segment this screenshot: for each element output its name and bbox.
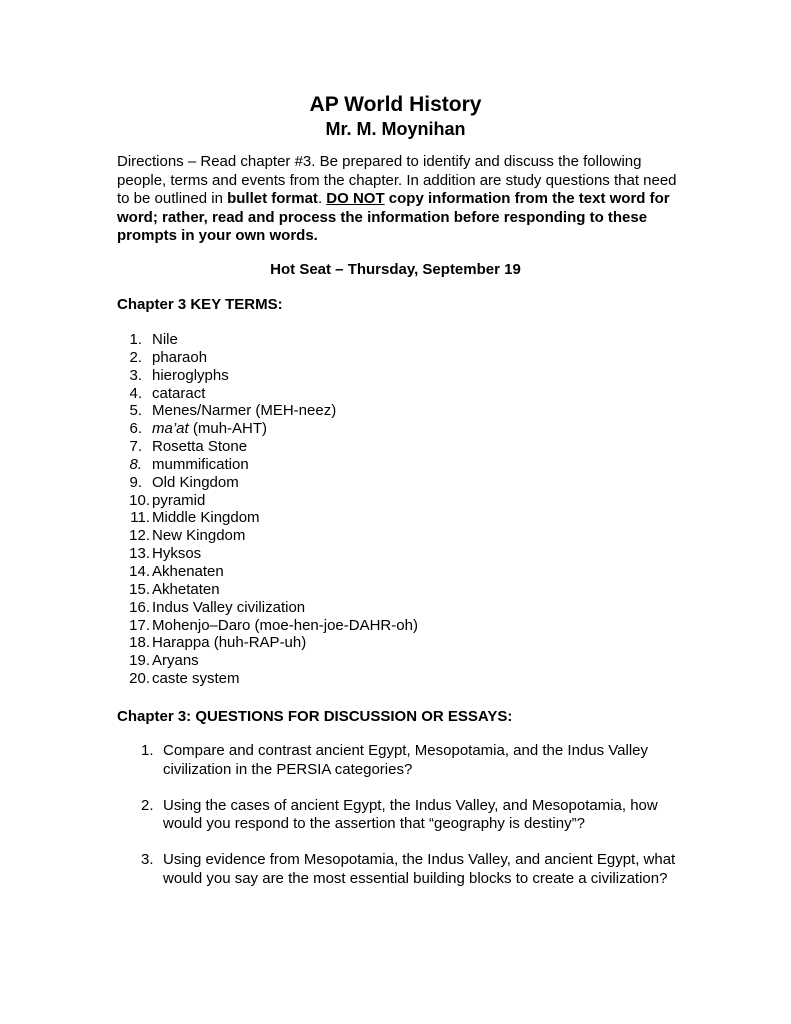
term-number: 17.: [129, 616, 150, 634]
list-item: [117, 617, 418, 635]
list-item: [117, 599, 418, 617]
term-text: Hyksos: [152, 545, 202, 563]
question-text: Using the cases of ancient Egypt, the Indus Valley, and Mesopotamia, how would you respond to the assertion that “geography is destiny”?: [163, 796, 658, 832]
term-number: 9.: [129, 473, 142, 491]
term-text: Rosetta Stone: [152, 438, 248, 456]
term-text: Old Kingdom: [152, 473, 239, 491]
term-text: hieroglyphs: [152, 366, 229, 384]
term-text: mummification: [152, 455, 249, 473]
term-number: 7.: [129, 438, 142, 456]
directions-do-not: DO NOT: [326, 190, 385, 207]
list-item: [117, 385, 418, 403]
term-number: 12.: [129, 527, 150, 545]
term-text: (muh-AHT): [188, 420, 268, 438]
questions-list: [117, 742, 677, 906]
list-item: [117, 509, 418, 527]
term-text-italic: ma’at: [152, 420, 189, 438]
term-text: Akhetaten: [152, 580, 220, 598]
list-item: [117, 331, 418, 349]
term-number: 2.: [129, 348, 142, 366]
term-text: cataract: [152, 384, 206, 402]
term-text: Mohenjo–Daro (moe-hen-joe-DAHR-oh): [152, 616, 418, 634]
term-number: 6.: [129, 420, 142, 438]
term-text: Harappa (huh-RAP-uh): [152, 634, 307, 652]
term-number: 11.: [130, 509, 150, 527]
term-text: Menes/Narmer (MEH-neez): [152, 402, 337, 420]
term-text: Nile: [152, 331, 178, 348]
list-item: [117, 367, 418, 385]
directions-period: .: [317, 190, 327, 207]
term-text: Indus Valley civilization: [152, 598, 306, 616]
list-item: [117, 851, 677, 888]
page-subtitle: Mr. M. Moynihan: [325, 119, 466, 139]
term-text: Middle Kingdom: [152, 509, 260, 527]
list-item: [117, 349, 418, 367]
term-number: 1.: [129, 331, 142, 348]
list-item: [117, 474, 418, 492]
list-item: [117, 402, 418, 420]
list-item: [117, 492, 418, 510]
question-text: Using evidence from Mesopotamia, the Indus Valley, and ancient Egypt, what would you say are the most essential building blocks to create a civilization?: [163, 851, 676, 887]
question-number: 1.: [141, 742, 154, 759]
term-text: pyramid: [152, 491, 206, 509]
term-number: 10.: [129, 491, 150, 509]
term-text: caste system: [152, 670, 240, 688]
question-number: 2.: [141, 796, 154, 814]
list-item: [117, 420, 418, 438]
list-item: [117, 670, 418, 688]
term-text: pharaoh: [152, 348, 208, 366]
term-text: Akhenaten: [152, 562, 224, 580]
term-number: 14.: [129, 562, 150, 580]
key-terms-list: [117, 331, 418, 688]
term-number: 20.: [129, 670, 150, 688]
questions-heading: Chapter 3: QUESTIONS FOR DISCUSSION OR ESSAYS:: [117, 708, 513, 725]
question-text: Compare and contrast ancient Egypt, Mesopotamia, and the Indus Valley civilization in the PERSIA categories?: [163, 742, 649, 778]
list-item: [117, 563, 418, 581]
list-item: [117, 652, 418, 670]
list-item: [117, 742, 677, 779]
directions-text-2: copy information from the text word for word; rather, read and process the information before responding to these prompts in your own words.: [117, 190, 670, 244]
hot-seat-date: Hot Seat – Thursday, September 19: [270, 261, 521, 278]
term-number: 3.: [129, 366, 142, 384]
term-number: 5.: [129, 402, 142, 420]
list-item: [117, 438, 418, 456]
directions-paragraph: [117, 153, 677, 246]
list-item: [117, 634, 418, 652]
term-number: 8.: [129, 455, 142, 473]
term-number: 4.: [129, 384, 142, 402]
term-text: Aryans: [152, 652, 199, 670]
term-text: New Kingdom: [152, 527, 246, 545]
term-number: 13.: [129, 545, 150, 563]
question-number: 3.: [141, 851, 154, 868]
list-item: [117, 545, 418, 563]
list-item: [117, 456, 418, 474]
term-number: 15.: [129, 580, 150, 598]
list-item: [117, 797, 677, 834]
list-item: [117, 527, 418, 545]
directions-text-1: Directions – Read chapter #3. Be prepared to identify and discuss the following people, terms and events from the chapter. In addition are study questions that need to be outlined in: [117, 153, 677, 207]
directions-bullet-format: bullet format: [227, 190, 318, 207]
key-terms-heading: Chapter 3 KEY TERMS:: [117, 296, 283, 313]
term-number: 18.: [129, 634, 150, 652]
page-title: AP World History: [309, 93, 482, 116]
term-number: 16.: [129, 598, 150, 616]
list-item: [117, 581, 418, 599]
term-number: 19.: [129, 652, 150, 670]
